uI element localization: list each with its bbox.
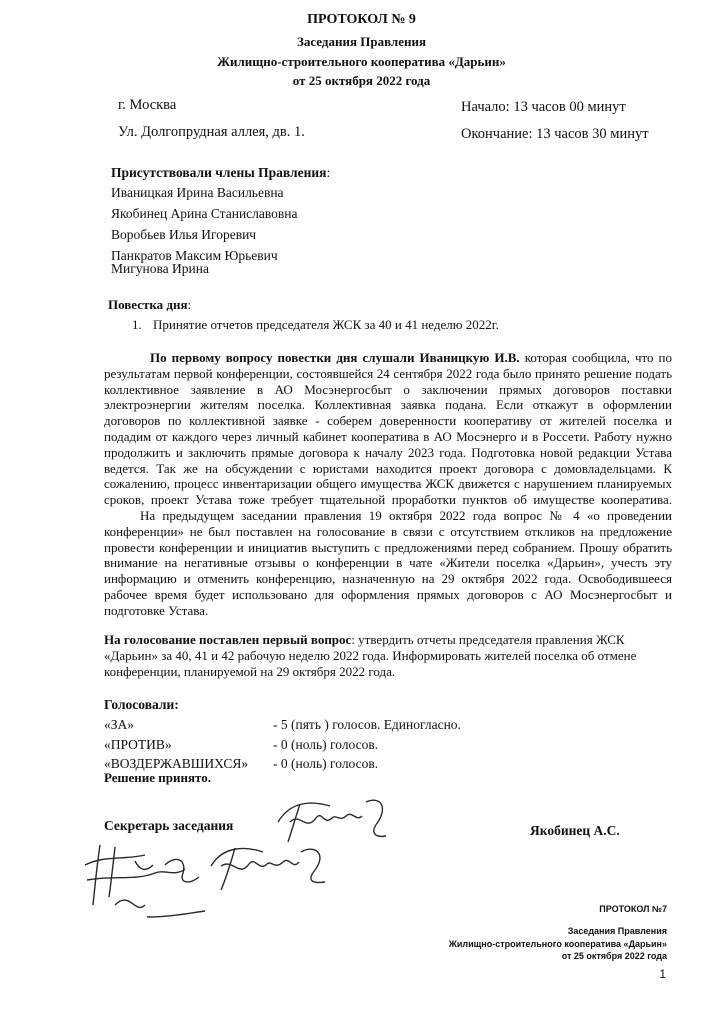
meeting-end-time: Окончание: 13 часов 30 минут bbox=[461, 126, 649, 142]
discussion-text-2: На предыдущем заседании правления 19 октября 2022 года вопрос № 4 «о проведении конференции» не был поставлен на голосование в связи с отсутствием откликов на предложение провести конференции и инициатив выступить с предложениями перед собранием. Прошу обратить внимание на негативные отзывы о конференции в чате «Жители поселка «Дарьин», учесть эту информацию и отменить конференцию, назначенную на 29 октября 2022 года. Освободившееся рабочее время будет использовано для оформления прямых договоров с АО Мосэнергосбыт и подготовке Устава. bbox=[104, 507, 672, 618]
votes-title: Голосовали: bbox=[104, 697, 179, 712]
agenda-item-number: 1. bbox=[132, 317, 142, 332]
decision-text: Решение принято. bbox=[104, 770, 211, 785]
vote-question-text: : утвердить отчеты председателя правления ЖСК «Дарьин» за 40, 41 и 42 рабочую неделю 2022 года. Информировать жителей поселка об отмене конференции, планируемой на 29 октября 2022 года. bbox=[104, 632, 637, 679]
vote-question-lead: На голосование поставлен первый вопрос bbox=[104, 632, 352, 647]
agenda-item bbox=[132, 317, 499, 333]
vote-label: «ПРОТИВ» bbox=[104, 737, 172, 752]
agenda-colon: : bbox=[187, 297, 192, 312]
present-heading bbox=[111, 165, 330, 181]
vote-label: «ЗА» bbox=[104, 717, 135, 732]
secretary-name: Якобинец А.С. bbox=[530, 823, 620, 838]
footer-protocol-number: ПРОТОКОЛ №7 bbox=[599, 904, 667, 914]
vote-value: - 0 (ноль) голосов. bbox=[273, 737, 379, 752]
meeting-address: Ул. Долгопрудная аллея, дв. 1. bbox=[118, 124, 305, 140]
member-name: Воробьев Илья Игоревич bbox=[111, 227, 257, 242]
agenda-heading bbox=[108, 297, 191, 313]
discussion-lead: По первому вопросу повестки дня слушали Иваницкую И.В. bbox=[150, 350, 520, 365]
protocol-date: от 25 октября 2022 года bbox=[292, 73, 431, 88]
member-name: Мигунова Ирина bbox=[111, 261, 209, 276]
footer-meeting: Заседания Правления bbox=[567, 926, 667, 936]
handwritten-signature bbox=[205, 838, 335, 893]
present-title: Присутствовали члены Правления bbox=[111, 165, 327, 180]
vote-value: - 0 (ноль) голосов. bbox=[273, 756, 379, 771]
vote-question bbox=[104, 632, 664, 679]
meeting-city: г. Москва bbox=[118, 97, 177, 113]
meeting-start-time: Начало: 13 часов 00 минут bbox=[461, 99, 626, 115]
member-name: Панкратов Максим Юрьевич bbox=[111, 248, 278, 263]
meeting-subtitle: Заседания Правления bbox=[297, 34, 426, 49]
member-name: Якобинец Арина Станиславовна bbox=[111, 206, 298, 221]
discussion-text-1: которая сообщила, что по результатам первой конференции, состоявшейся 24 сентября 2022 года было принято решение подать коллективное заявление в АО Мосэнергосбыт о заключении прямых договоров поставки электроэнергии жителям поселка. Коллективная заявка подана. Если откажут в оформлении договоров по коллективной заявке - соберем доверенности кооперативу от жителей поселка и подадим от каждого через личный кабинет кооператива в АО Мосэнерго и в Россети. Работу нужно продолжить и заключить прямые договора к началу 2023 года. Подготовка новой редакции Устава ведется. Так же на обсуждении с юристами находится проект договора с домовладельцами. К сожалению, процесс инвентаризации общего имущества ЖСК движется с нарушением планируемых сроков, проект Устава тоже требует тщательной проработки пунктов об имуществе кооператива. bbox=[104, 350, 673, 508]
secretary-label: Секретарь заседания bbox=[104, 818, 234, 833]
agenda-item-text: Принятие отчетов председателя ЖСК за 40 и 41 неделю 2022г. bbox=[153, 317, 499, 332]
page-number: 1 bbox=[659, 967, 666, 981]
handwritten-signature bbox=[75, 825, 210, 935]
member-name: Иваницкая Ирина Васильевна bbox=[111, 185, 284, 200]
discussion-paragraph bbox=[104, 350, 672, 619]
cooperative-name: Жилищно-строительного кооператива «Дарьин» bbox=[217, 54, 506, 69]
vote-label: «ВОЗДЕРЖАВШИХСЯ» bbox=[104, 756, 249, 771]
present-colon: : bbox=[326, 165, 331, 180]
footer-cooperative: Жилищно-строительного кооператива «Дарьин» bbox=[448, 939, 667, 949]
vote-value: - 5 (пять ) голосов. Единогласно. bbox=[273, 717, 461, 732]
agenda-title: Повестка дня bbox=[108, 297, 188, 312]
protocol-title: ПРОТОКОЛ № 9 bbox=[307, 12, 416, 27]
footer-date: от 25 октября 2022 года bbox=[561, 951, 667, 961]
